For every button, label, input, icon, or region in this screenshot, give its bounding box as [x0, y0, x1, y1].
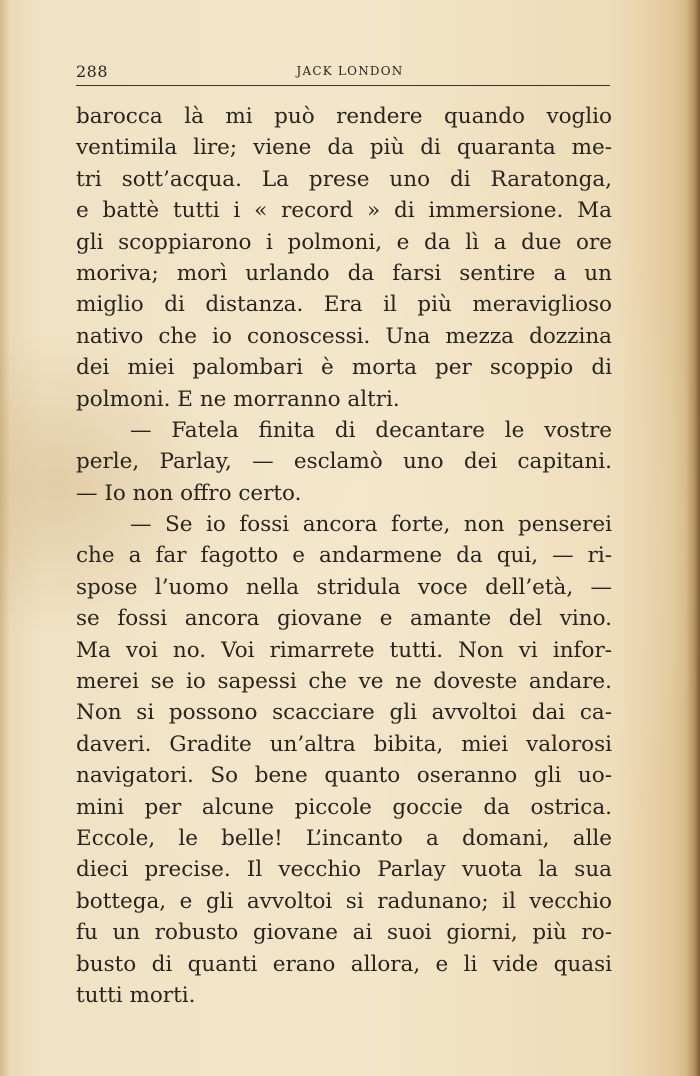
text-line: tri sott’acqua. La prese uno di Raratonga,	[76, 166, 612, 192]
text-line: merei se io sapessi che ve ne doveste andare.	[76, 669, 612, 695]
text-line: barocca là mi può rendere quando voglio	[76, 104, 612, 129]
text-line: Ma voi no. Voi rimarrete tutti. Non vi infor-	[76, 637, 612, 663]
text-line: — Io non offro certo.	[76, 480, 302, 506]
text-line: mini per alcune piccole goccie da ostrica.	[76, 794, 612, 820]
page-left-edge-shading	[0, 0, 10, 1076]
text-line: che a far fagotto e andarmene da qui, — ri-	[76, 543, 612, 569]
body-text	[76, 101, 612, 1011]
text-line: miglio di distanza. Era il più meraviglioso	[76, 292, 612, 318]
text-line: gli scoppiarono i polmoni, e da lì a due ore	[76, 229, 612, 255]
text-line: dieci precise. Il vecchio Parlay vuota la sua	[76, 857, 612, 883]
text-line: moriva; morì urlando da farsi sentire a un	[76, 260, 612, 286]
text-line: bottega, e gli avvoltoi si radunano; il vecchio	[76, 888, 612, 914]
text-line: — Fatela finita di decantare le vostre	[130, 417, 612, 443]
text-line: perle, Parlay, — esclamò uno dei capitani.	[76, 449, 612, 475]
text-line: polmoni. E ne morranno altri.	[76, 386, 400, 412]
text-line: tutti morti.	[76, 982, 196, 1008]
page-header	[76, 60, 610, 82]
text-line: e battè tutti i « record » di immersione. Ma	[76, 198, 612, 224]
page-number: 288	[76, 62, 109, 81]
running-head: JACK LONDON	[296, 64, 404, 78]
text-line: Eccole, le belle! L’incanto a domani, alle	[76, 825, 612, 851]
text-line: daveri. Gradite un’altra bibita, miei valorosi	[76, 731, 612, 757]
text-line: Non si possono scacciare gli avvoltoi dai ca-	[76, 700, 612, 726]
page-right-edge-shading	[686, 0, 700, 1076]
text-line: — Se io fossi ancora forte, non penserei	[130, 512, 612, 538]
text-line: spose l’uomo nella stridula voce dell’età, —	[76, 574, 612, 600]
text-line: se fossi ancora giovane e amante del vino.	[76, 606, 612, 632]
text-line: dei miei palombari è morta per scoppio di	[76, 355, 612, 381]
header-rule	[76, 85, 610, 86]
text-line: nativo che io conoscessi. Una mezza dozzina	[76, 323, 612, 349]
text-line: ventimila lire; viene da più di quaranta me-	[76, 135, 612, 161]
text-line: fu un robusto giovane ai suoi giorni, più ro-	[76, 920, 612, 946]
text-line: navigatori. So bene quanto oseranno gli uo-	[76, 763, 612, 789]
text-line: busto di quanti erano allora, e li vide quasi	[76, 951, 612, 977]
